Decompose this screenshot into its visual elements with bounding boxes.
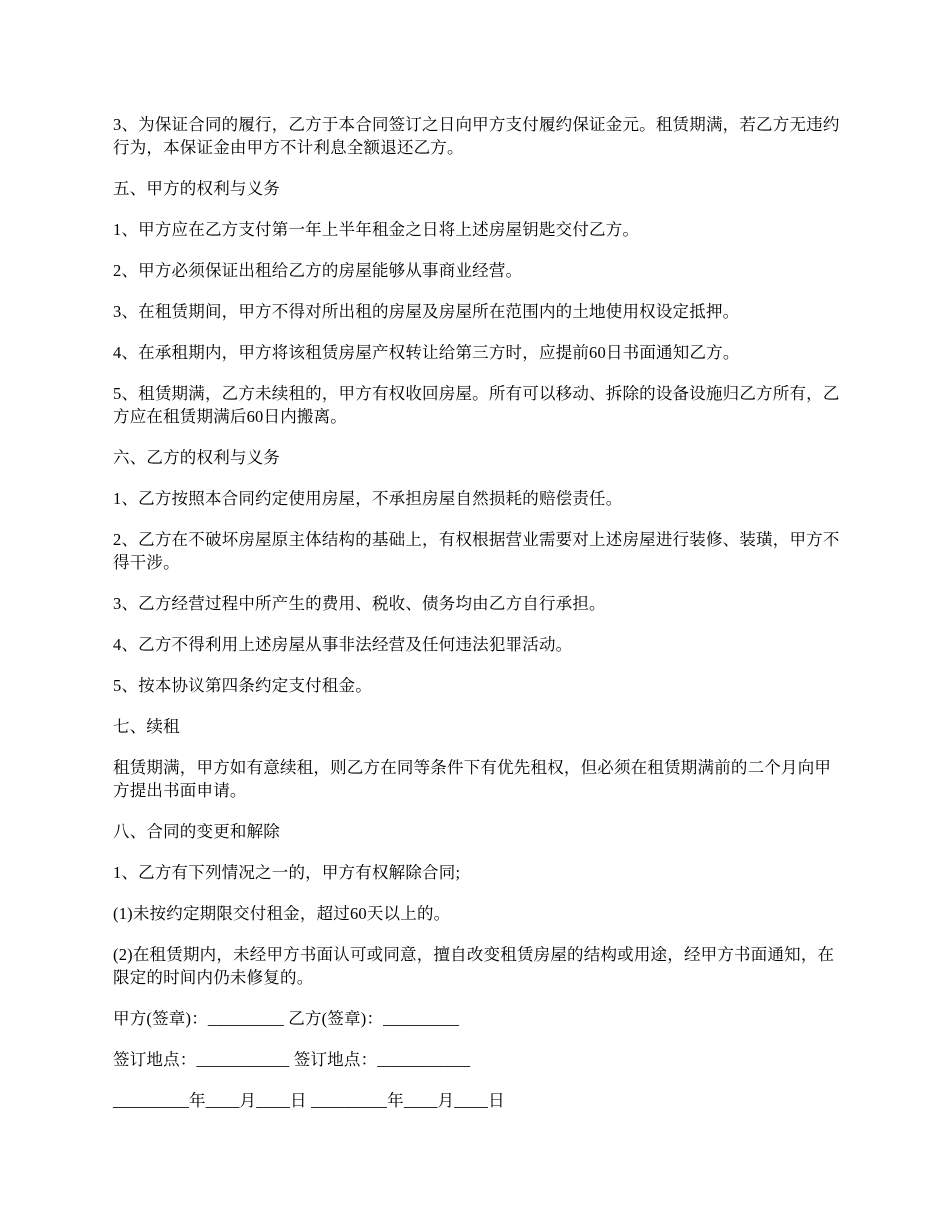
paragraph-6-5: 5、按本协议第四条约定支付租金。: [113, 676, 372, 695]
paragraph-7-renewal: 租赁期满，甲方如有意续租，则乙方在同等条件下有优先租权，但必须在租赁期满前的二个月向甲方提出书面申请。: [113, 758, 832, 800]
section-heading-5: 五、甲方的权利与义务: [113, 179, 280, 198]
section-heading-6: 六、乙方的权利与义务: [113, 448, 280, 467]
paragraph-deposit: 3、为保证合同的履行，乙方于本合同签订之日向甲方支付履约保证金元。租赁期满，若乙方无违约行为，本保证金由甲方不计利息全额退还乙方。: [113, 115, 840, 157]
paragraph-5-4: 4、在承租期内，甲方将该租赁房屋产权转让给第三方时，应提前60日书面通知乙方。: [113, 343, 740, 362]
paragraph-8-1-item-1: (1)未按约定期限交付租金，超过60天以上的。: [113, 904, 451, 923]
paragraph-5-5: 5、租赁期满，乙方未续租的，甲方有权收回房屋。所有可以移动、拆除的设备设施归乙方所有，乙方应在租赁期满后60日内搬离。: [113, 384, 840, 426]
signing-date-line: _________年____月____日 _________年____月____日: [113, 1091, 505, 1110]
section-heading-8: 八、合同的变更和解除: [113, 822, 280, 841]
paragraph-6-4: 4、乙方不得利用上述房屋从事非法经营及任何违法犯罪活动。: [113, 635, 573, 654]
paragraph-5-3: 3、在租赁期间，甲方不得对所出租的房屋及房屋所在范围内的土地使用权设定抵押。: [113, 302, 740, 321]
signing-place-line: 签订地点：___________ 签订地点：___________: [113, 1050, 471, 1069]
paragraph-8-1-item-2: (2)在租赁期内，未经甲方书面认可或同意，擅自改变租赁房屋的结构或用途，经甲方书面通知，在限定的时间内仍未修复的。: [113, 945, 835, 987]
paragraph-8-1: 1、乙方有下列情况之一的，甲方有权解除合同;: [113, 863, 461, 882]
paragraph-6-2: 2、乙方在不破坏房屋原主体结构的基础上，有权根据营业需要对上述房屋进行装修、装璜，甲方不得干涉。: [113, 530, 840, 572]
signature-line: 甲方(签章)：_________ 乙方(签章)：_________: [113, 1009, 460, 1028]
paragraph-5-1: 1、甲方应在乙方支付第一年上半年租金之日将上述房屋钥匙交付乙方。: [113, 220, 640, 239]
document-page: [113, 113, 843, 1130]
paragraph-5-2: 2、甲方必须保证出租给乙方的房屋能够从事商业经营。: [113, 261, 523, 280]
section-heading-7: 七、续租: [113, 717, 180, 736]
paragraph-6-1: 1、乙方按照本合同约定使用房屋，不承担房屋自然损耗的赔偿责任。: [113, 489, 623, 508]
paragraph-6-3: 3、乙方经营过程中所产生的费用、税收、债务均由乙方自行承担。: [113, 594, 606, 613]
